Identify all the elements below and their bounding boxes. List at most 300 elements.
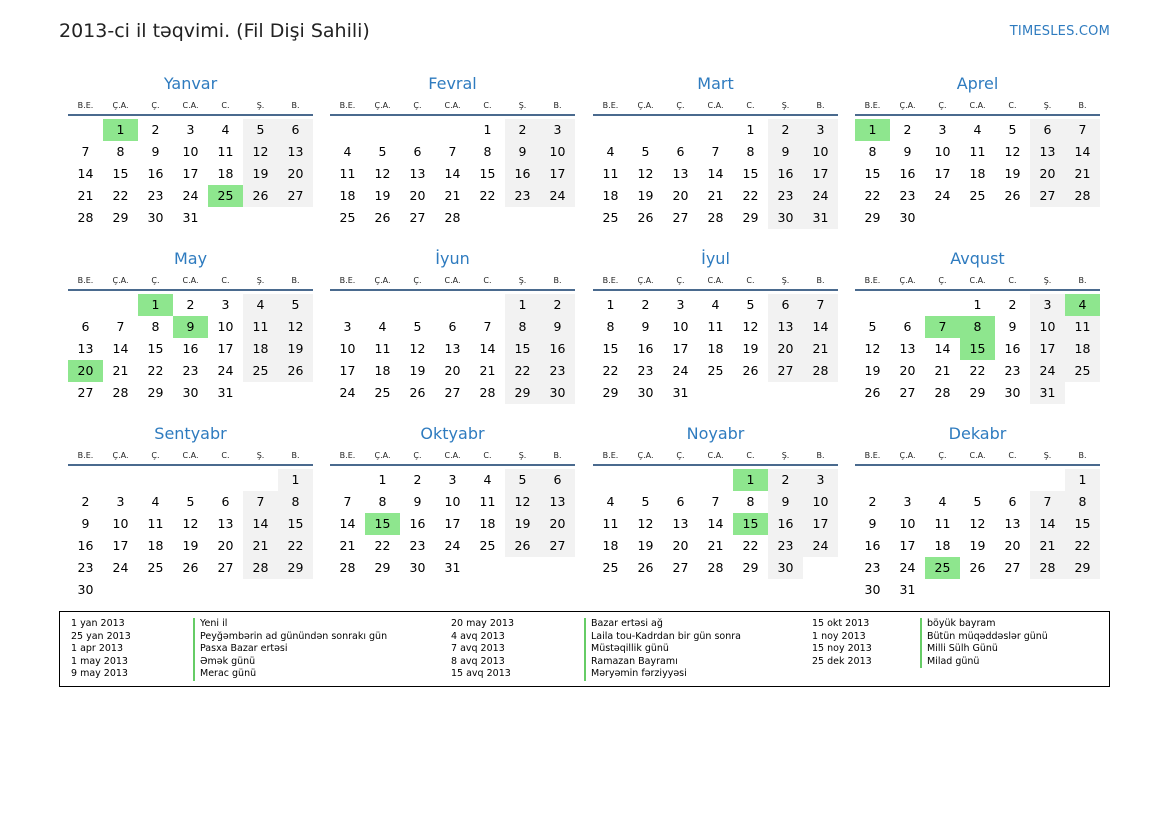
day-cell[interactable]: 2 (151, 122, 160, 137)
day-cell[interactable]: 4 (151, 494, 160, 509)
day-cell[interactable]: 13 (77, 341, 94, 356)
day-cell[interactable]: 2 (186, 297, 195, 312)
day-cell[interactable]: 30 (768, 557, 803, 579)
day-cell[interactable]: 22 (112, 188, 129, 203)
day-cell[interactable]: 6 (768, 294, 803, 316)
day-cell[interactable]: 12 (278, 316, 313, 338)
day-cell[interactable]: 26 (243, 185, 278, 207)
day-cell[interactable]: 13 (217, 516, 234, 531)
day-cell[interactable]: 9 (768, 141, 803, 163)
day-cell[interactable]: 2 (505, 119, 540, 141)
day-cell[interactable]: 1 (973, 297, 982, 312)
day-cell[interactable]: 28 (77, 210, 94, 225)
day-cell[interactable]: 24 (1030, 360, 1065, 382)
day-cell[interactable]: 11 (217, 144, 234, 159)
day-cell[interactable]: 7 (116, 319, 125, 334)
day-cell[interactable]: 17 (339, 363, 356, 378)
day-cell[interactable]: 2 (540, 294, 575, 316)
day-cell[interactable]: 30 (147, 210, 164, 225)
day-cell[interactable]: 25 (147, 560, 164, 575)
day-cell[interactable]: 25 (1065, 360, 1100, 382)
day-cell[interactable]: 20 (768, 338, 803, 360)
day-cell[interactable]: 13 (672, 166, 689, 181)
day-cell[interactable]: 2 (768, 469, 803, 491)
day-cell[interactable]: 28 (243, 557, 278, 579)
day-cell[interactable]: 25 (602, 210, 619, 225)
day-cell[interactable]: 18 (969, 166, 986, 181)
day-cell[interactable]: 5 (413, 319, 422, 334)
day-cell[interactable]: 12 (637, 516, 654, 531)
day-cell[interactable]: 15 (742, 166, 759, 181)
day-cell[interactable]: 10 (182, 144, 199, 159)
day-cell[interactable]: 5 (641, 494, 650, 509)
day-cell[interactable]: 17 (672, 341, 689, 356)
day-cell[interactable]: 10 (217, 319, 234, 334)
day-cell[interactable]: 19 (637, 188, 654, 203)
day-cell[interactable]: 23 (77, 560, 94, 575)
day-cell[interactable]: 18 (217, 166, 234, 181)
day-cell[interactable]: 16 (637, 341, 654, 356)
day-cell[interactable]: 3 (448, 472, 457, 487)
day-cell[interactable]: 20 (68, 360, 103, 382)
day-cell[interactable]: 20 (540, 513, 575, 535)
day-cell[interactable]: 30 (77, 582, 94, 597)
day-cell[interactable]: 27 (217, 560, 234, 575)
day-cell[interactable]: 17 (1030, 338, 1065, 360)
day-cell[interactable]: 4 (606, 144, 615, 159)
day-cell[interactable]: 31 (182, 210, 199, 225)
day-cell[interactable]: 1 (855, 119, 890, 141)
day-cell[interactable]: 15 (505, 338, 540, 360)
day-cell[interactable]: 14 (479, 341, 496, 356)
day-cell[interactable]: 13 (768, 316, 803, 338)
day-cell[interactable]: 25 (925, 557, 960, 579)
day-cell[interactable]: 10 (803, 491, 838, 513)
day-cell[interactable]: 9 (81, 516, 90, 531)
day-cell[interactable]: 6 (278, 119, 313, 141)
day-cell[interactable]: 18 (1065, 338, 1100, 360)
day-cell[interactable]: 30 (540, 382, 575, 404)
day-cell[interactable]: 21 (77, 188, 94, 203)
day-cell[interactable]: 28 (1030, 557, 1065, 579)
day-cell[interactable]: 1 (505, 294, 540, 316)
day-cell[interactable]: 24 (444, 538, 461, 553)
day-cell[interactable]: 12 (637, 166, 654, 181)
day-cell[interactable]: 10 (444, 494, 461, 509)
day-cell[interactable]: 18 (374, 363, 391, 378)
day-cell[interactable]: 20 (278, 163, 313, 185)
day-cell[interactable]: 28 (803, 360, 838, 382)
day-cell[interactable]: 16 (768, 513, 803, 535)
day-cell[interactable]: 15 (602, 341, 619, 356)
day-cell[interactable]: 16 (1004, 341, 1021, 356)
day-cell[interactable]: 11 (969, 144, 986, 159)
day-cell[interactable]: 22 (742, 188, 759, 203)
day-cell[interactable]: 7 (243, 491, 278, 513)
day-cell[interactable]: 22 (374, 538, 391, 553)
day-cell[interactable]: 31 (217, 385, 234, 400)
day-cell[interactable]: 22 (602, 363, 619, 378)
day-cell[interactable]: 4 (1065, 294, 1100, 316)
day-cell[interactable]: 3 (221, 297, 230, 312)
day-cell[interactable]: 13 (899, 341, 916, 356)
day-cell[interactable]: 19 (374, 188, 391, 203)
day-cell[interactable]: 8 (746, 494, 755, 509)
day-cell[interactable]: 15 (147, 341, 164, 356)
day-cell[interactable]: 20 (672, 538, 689, 553)
day-cell[interactable]: 3 (803, 119, 838, 141)
day-cell[interactable]: 14 (934, 341, 951, 356)
day-cell[interactable]: 11 (339, 166, 356, 181)
day-cell[interactable]: 28 (339, 560, 356, 575)
day-cell[interactable]: 19 (742, 341, 759, 356)
day-cell[interactable]: 16 (540, 338, 575, 360)
day-cell[interactable]: 11 (934, 516, 951, 531)
day-cell[interactable]: 22 (505, 360, 540, 382)
day-cell[interactable]: 29 (742, 560, 759, 575)
day-cell[interactable]: 7 (448, 144, 457, 159)
day-cell[interactable]: 23 (182, 363, 199, 378)
day-cell[interactable]: 24 (182, 188, 199, 203)
day-cell[interactable]: 29 (374, 560, 391, 575)
day-cell[interactable]: 8 (606, 319, 615, 334)
day-cell[interactable]: 12 (1004, 144, 1021, 159)
day-cell[interactable]: 26 (1004, 188, 1021, 203)
day-cell[interactable]: 9 (505, 141, 540, 163)
day-cell[interactable]: 21 (112, 363, 129, 378)
day-cell[interactable]: 22 (278, 535, 313, 557)
day-cell[interactable]: 2 (413, 472, 422, 487)
day-cell[interactable]: 11 (147, 516, 164, 531)
day-cell[interactable]: 1 (733, 469, 768, 491)
day-cell[interactable]: 5 (868, 319, 877, 334)
day-cell[interactable]: 25 (479, 538, 496, 553)
day-cell[interactable]: 6 (221, 494, 230, 509)
day-cell[interactable]: 13 (278, 141, 313, 163)
day-cell[interactable]: 9 (540, 316, 575, 338)
day-cell[interactable]: 3 (186, 122, 195, 137)
day-cell[interactable]: 7 (925, 316, 960, 338)
day-cell[interactable]: 25 (602, 560, 619, 575)
day-cell[interactable]: 7 (803, 294, 838, 316)
day-cell[interactable]: 1 (746, 122, 755, 137)
day-cell[interactable]: 22 (742, 538, 759, 553)
day-cell[interactable]: 26 (742, 363, 759, 378)
day-cell[interactable]: 16 (899, 166, 916, 181)
day-cell[interactable]: 5 (641, 144, 650, 159)
day-cell[interactable]: 6 (413, 144, 422, 159)
day-cell[interactable]: 24 (934, 188, 951, 203)
day-cell[interactable]: 7 (1065, 119, 1100, 141)
day-cell[interactable]: 29 (969, 385, 986, 400)
day-cell[interactable]: 28 (1065, 185, 1100, 207)
day-cell[interactable]: 26 (374, 210, 391, 225)
day-cell[interactable]: 31 (803, 207, 838, 229)
day-cell[interactable]: 17 (112, 538, 129, 553)
day-cell[interactable]: 8 (960, 316, 995, 338)
day-cell[interactable]: 16 (505, 163, 540, 185)
day-cell[interactable]: 21 (803, 338, 838, 360)
day-cell[interactable]: 30 (864, 582, 881, 597)
day-cell[interactable]: 14 (707, 166, 724, 181)
day-cell[interactable]: 1 (606, 297, 615, 312)
day-cell[interactable]: 6 (1008, 494, 1017, 509)
day-cell[interactable]: 27 (77, 385, 94, 400)
day-cell[interactable]: 12 (969, 516, 986, 531)
day-cell[interactable]: 21 (339, 538, 356, 553)
day-cell[interactable]: 27 (768, 360, 803, 382)
day-cell[interactable]: 19 (505, 513, 540, 535)
day-cell[interactable]: 28 (707, 210, 724, 225)
day-cell[interactable]: 5 (505, 469, 540, 491)
day-cell[interactable]: 26 (505, 535, 540, 557)
day-cell[interactable]: 5 (243, 119, 278, 141)
day-cell[interactable]: 14 (444, 166, 461, 181)
day-cell[interactable]: 17 (540, 163, 575, 185)
day-cell[interactable]: 5 (378, 144, 387, 159)
day-cell[interactable]: 3 (903, 494, 912, 509)
day-cell[interactable]: 23 (147, 188, 164, 203)
day-cell[interactable]: 26 (637, 560, 654, 575)
day-cell[interactable]: 8 (746, 144, 755, 159)
day-cell[interactable]: 6 (448, 319, 457, 334)
day-cell[interactable]: 4 (711, 297, 720, 312)
day-cell[interactable]: 14 (1030, 513, 1065, 535)
day-cell[interactable]: 20 (409, 188, 426, 203)
day-cell[interactable]: 4 (221, 122, 230, 137)
day-cell[interactable]: 20 (444, 363, 461, 378)
day-cell[interactable]: 10 (934, 144, 951, 159)
day-cell[interactable]: 9 (903, 144, 912, 159)
day-cell[interactable]: 6 (903, 319, 912, 334)
day-cell[interactable]: 30 (182, 385, 199, 400)
day-cell[interactable]: 14 (707, 516, 724, 531)
day-cell[interactable]: 15 (278, 513, 313, 535)
day-cell[interactable]: 8 (505, 316, 540, 338)
day-cell[interactable]: 2 (641, 297, 650, 312)
day-cell[interactable]: 14 (243, 513, 278, 535)
day-cell[interactable]: 19 (243, 163, 278, 185)
day-cell[interactable]: 15 (960, 338, 995, 360)
day-cell[interactable]: 27 (672, 560, 689, 575)
day-cell[interactable]: 13 (672, 516, 689, 531)
day-cell[interactable]: 3 (676, 297, 685, 312)
day-cell[interactable]: 13 (409, 166, 426, 181)
day-cell[interactable]: 15 (479, 166, 496, 181)
day-cell[interactable]: 23 (505, 185, 540, 207)
day-cell[interactable]: 24 (803, 535, 838, 557)
day-cell[interactable]: 4 (378, 319, 387, 334)
day-cell[interactable]: 13 (1004, 516, 1021, 531)
day-cell[interactable]: 26 (969, 560, 986, 575)
day-cell[interactable]: 7 (343, 494, 352, 509)
day-cell[interactable]: 1 (483, 122, 492, 137)
day-cell[interactable]: 17 (934, 166, 951, 181)
day-cell[interactable]: 8 (116, 144, 125, 159)
day-cell[interactable]: 23 (409, 538, 426, 553)
day-cell[interactable]: 18 (707, 341, 724, 356)
day-cell[interactable]: 25 (339, 210, 356, 225)
day-cell[interactable]: 27 (278, 185, 313, 207)
day-cell[interactable]: 21 (243, 535, 278, 557)
day-cell[interactable]: 30 (409, 560, 426, 575)
day-cell[interactable]: 11 (602, 166, 619, 181)
day-cell[interactable]: 2 (903, 122, 912, 137)
day-cell[interactable]: 29 (278, 557, 313, 579)
day-cell[interactable]: 19 (409, 363, 426, 378)
day-cell[interactable]: 28 (707, 560, 724, 575)
day-cell[interactable]: 21 (707, 538, 724, 553)
day-cell[interactable]: 15 (864, 166, 881, 181)
day-cell[interactable]: 12 (374, 166, 391, 181)
day-cell[interactable]: 30 (637, 385, 654, 400)
day-cell[interactable]: 7 (711, 494, 720, 509)
day-cell[interactable]: 18 (339, 188, 356, 203)
day-cell[interactable]: 20 (217, 538, 234, 553)
day-cell[interactable]: 4 (343, 144, 352, 159)
day-cell[interactable]: 16 (147, 166, 164, 181)
day-cell[interactable]: 20 (672, 188, 689, 203)
day-cell[interactable]: 6 (540, 469, 575, 491)
day-cell[interactable]: 30 (899, 210, 916, 225)
day-cell[interactable]: 20 (1030, 163, 1065, 185)
day-cell[interactable]: 14 (77, 166, 94, 181)
day-cell[interactable]: 16 (409, 516, 426, 531)
day-cell[interactable]: 19 (864, 363, 881, 378)
day-cell[interactable]: 26 (278, 360, 313, 382)
day-cell[interactable]: 1 (1065, 469, 1100, 491)
day-cell[interactable]: 12 (182, 516, 199, 531)
day-cell[interactable]: 21 (444, 188, 461, 203)
day-cell[interactable]: 22 (479, 188, 496, 203)
day-cell[interactable]: 14 (339, 516, 356, 531)
day-cell[interactable]: 10 (672, 319, 689, 334)
day-cell[interactable]: 7 (81, 144, 90, 159)
day-cell[interactable]: 12 (505, 491, 540, 513)
day-cell[interactable]: 31 (444, 560, 461, 575)
day-cell[interactable]: 9 (151, 144, 160, 159)
day-cell[interactable]: 24 (339, 385, 356, 400)
day-cell[interactable]: 2 (81, 494, 90, 509)
day-cell[interactable]: 21 (1030, 535, 1065, 557)
day-cell[interactable]: 16 (77, 538, 94, 553)
day-cell[interactable]: 26 (409, 385, 426, 400)
day-cell[interactable]: 29 (505, 382, 540, 404)
day-cell[interactable]: 29 (602, 385, 619, 400)
day-cell[interactable]: 3 (1030, 294, 1065, 316)
day-cell[interactable]: 19 (182, 538, 199, 553)
day-cell[interactable]: 20 (1004, 538, 1021, 553)
day-cell[interactable]: 26 (637, 210, 654, 225)
day-cell[interactable]: 5 (186, 494, 195, 509)
day-cell[interactable]: 18 (479, 516, 496, 531)
day-cell[interactable]: 13 (444, 341, 461, 356)
day-cell[interactable]: 24 (803, 185, 838, 207)
day-cell[interactable]: 19 (278, 338, 313, 360)
day-cell[interactable]: 15 (365, 513, 400, 535)
day-cell[interactable]: 9 (768, 491, 803, 513)
day-cell[interactable]: 5 (973, 494, 982, 509)
day-cell[interactable]: 14 (803, 316, 838, 338)
day-cell[interactable]: 25 (969, 188, 986, 203)
day-cell[interactable]: 7 (711, 144, 720, 159)
day-cell[interactable]: 18 (243, 338, 278, 360)
day-cell[interactable]: 10 (1030, 316, 1065, 338)
day-cell[interactable]: 17 (803, 513, 838, 535)
day-cell[interactable]: 10 (899, 516, 916, 531)
day-cell[interactable]: 21 (934, 363, 951, 378)
day-cell[interactable]: 27 (1030, 185, 1065, 207)
day-cell[interactable]: 25 (208, 185, 243, 207)
day-cell[interactable]: 21 (1065, 163, 1100, 185)
day-cell[interactable]: 12 (243, 141, 278, 163)
day-cell[interactable]: 29 (742, 210, 759, 225)
day-cell[interactable]: 18 (602, 188, 619, 203)
day-cell[interactable]: 3 (803, 469, 838, 491)
day-cell[interactable]: 12 (409, 341, 426, 356)
day-cell[interactable]: 23 (768, 185, 803, 207)
day-cell[interactable]: 21 (479, 363, 496, 378)
day-cell[interactable]: 1 (278, 469, 313, 491)
day-cell[interactable]: 31 (899, 582, 916, 597)
day-cell[interactable]: 22 (1065, 535, 1100, 557)
day-cell[interactable]: 8 (483, 144, 492, 159)
day-cell[interactable]: 2 (868, 494, 877, 509)
day-cell[interactable]: 14 (112, 341, 129, 356)
day-cell[interactable]: 6 (676, 144, 685, 159)
day-cell[interactable]: 6 (81, 319, 90, 334)
day-cell[interactable]: 13 (540, 491, 575, 513)
day-cell[interactable]: 29 (112, 210, 129, 225)
day-cell[interactable]: 11 (479, 494, 496, 509)
day-cell[interactable]: 12 (864, 341, 881, 356)
day-cell[interactable]: 29 (1065, 557, 1100, 579)
day-cell[interactable]: 27 (444, 385, 461, 400)
day-cell[interactable]: 9 (641, 319, 650, 334)
day-cell[interactable]: 26 (864, 385, 881, 400)
day-cell[interactable]: 8 (278, 491, 313, 513)
day-cell[interactable]: 10 (339, 341, 356, 356)
day-cell[interactable]: 11 (602, 516, 619, 531)
day-cell[interactable]: 16 (182, 341, 199, 356)
day-cell[interactable]: 27 (540, 535, 575, 557)
day-cell[interactable]: 29 (147, 385, 164, 400)
day-cell[interactable]: 11 (707, 319, 724, 334)
day-cell[interactable]: 10 (112, 516, 129, 531)
day-cell[interactable]: 15 (112, 166, 129, 181)
day-cell[interactable]: 2 (768, 119, 803, 141)
day-cell[interactable]: 30 (1004, 385, 1021, 400)
day-cell[interactable]: 3 (116, 494, 125, 509)
day-cell[interactable]: 21 (707, 188, 724, 203)
day-cell[interactable]: 23 (768, 535, 803, 557)
day-cell[interactable]: 24 (899, 560, 916, 575)
day-cell[interactable]: 24 (112, 560, 129, 575)
day-cell[interactable]: 28 (934, 385, 951, 400)
day-cell[interactable]: 9 (413, 494, 422, 509)
day-cell[interactable]: 20 (899, 363, 916, 378)
day-cell[interactable]: 5 (1008, 122, 1017, 137)
day-cell[interactable]: 17 (803, 163, 838, 185)
day-cell[interactable]: 4 (606, 494, 615, 509)
day-cell[interactable]: 10 (540, 141, 575, 163)
day-cell[interactable]: 17 (217, 341, 234, 356)
day-cell[interactable]: 26 (182, 560, 199, 575)
day-cell[interactable]: 3 (938, 122, 947, 137)
day-cell[interactable]: 31 (672, 385, 689, 400)
day-cell[interactable]: 22 (864, 188, 881, 203)
day-cell[interactable]: 14 (1065, 141, 1100, 163)
